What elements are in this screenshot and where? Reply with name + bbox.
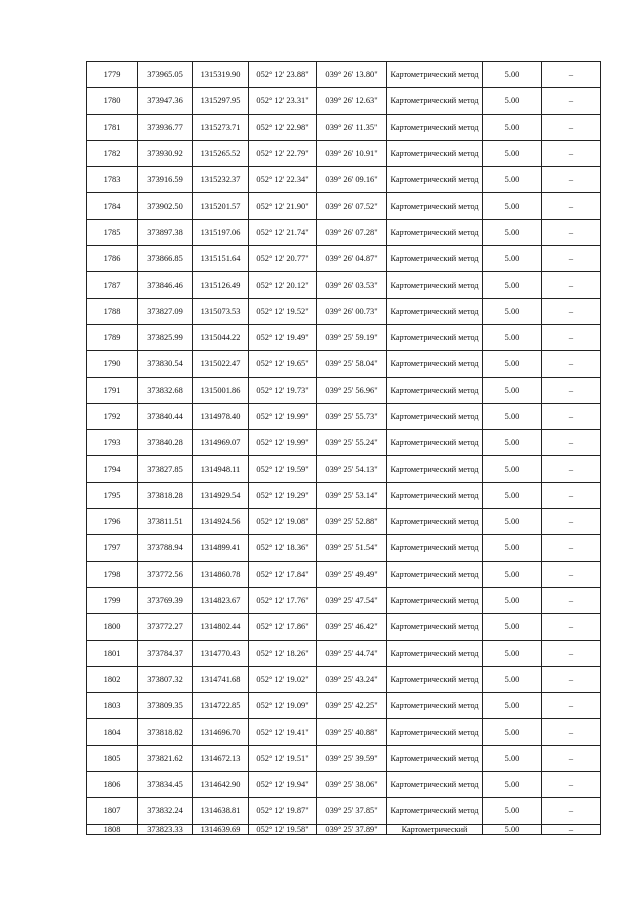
y-coordinate-cell: 1315126.49 xyxy=(193,272,249,298)
x-coordinate-cell: 373947.36 xyxy=(138,88,193,114)
method-cell: Картометрический метод xyxy=(387,88,483,114)
longitude-cell: 039° 26' 00.73" xyxy=(317,298,387,324)
latitude-cell: 052° 12' 19.99" xyxy=(249,430,317,456)
table-row xyxy=(87,272,601,298)
point-number-cell: 1796 xyxy=(87,509,138,535)
y-coordinate-cell: 1314672.13 xyxy=(193,745,249,771)
y-coordinate-cell: 1315273.71 xyxy=(193,114,249,140)
latitude-cell: 052° 12' 19.99" xyxy=(249,403,317,429)
table-row xyxy=(87,351,601,377)
latitude-cell: 052° 12' 18.36" xyxy=(249,535,317,561)
x-coordinate-cell: 373818.82 xyxy=(138,719,193,745)
longitude-cell: 039° 25' 46.42" xyxy=(317,614,387,640)
method-cell: Картометрический метод xyxy=(387,561,483,587)
note-cell: – xyxy=(542,193,601,219)
accuracy-cell: 5.00 xyxy=(483,824,542,834)
point-number-cell: 1802 xyxy=(87,666,138,692)
longitude-cell: 039° 25' 38.06" xyxy=(317,772,387,798)
y-coordinate-cell: 1314978.40 xyxy=(193,403,249,429)
accuracy-cell: 5.00 xyxy=(483,772,542,798)
accuracy-cell: 5.00 xyxy=(483,745,542,771)
table-row xyxy=(87,666,601,692)
accuracy-cell: 5.00 xyxy=(483,62,542,88)
accuracy-cell: 5.00 xyxy=(483,272,542,298)
longitude-cell: 039° 26' 04.87" xyxy=(317,246,387,272)
note-cell: – xyxy=(542,693,601,719)
method-cell: Картометрический метод xyxy=(387,640,483,666)
table-row xyxy=(87,456,601,482)
table-row xyxy=(87,88,601,114)
x-coordinate-cell: 373827.85 xyxy=(138,456,193,482)
method-cell: Картометрический метод xyxy=(387,272,483,298)
latitude-cell: 052° 12' 19.49" xyxy=(249,324,317,350)
note-cell: – xyxy=(542,114,601,140)
point-number-cell: 1793 xyxy=(87,430,138,456)
longitude-cell: 039° 25' 40.88" xyxy=(317,719,387,745)
accuracy-cell: 5.00 xyxy=(483,88,542,114)
y-coordinate-cell: 1315265.52 xyxy=(193,140,249,166)
y-coordinate-cell: 1314696.70 xyxy=(193,719,249,745)
note-cell: – xyxy=(542,403,601,429)
latitude-cell: 052° 12' 19.02" xyxy=(249,666,317,692)
latitude-cell: 052° 12' 19.52" xyxy=(249,298,317,324)
point-number-cell: 1808 xyxy=(87,824,138,834)
method-cell: Картометрический метод xyxy=(387,377,483,403)
table-row xyxy=(87,745,601,771)
method-cell: Картометрический метод xyxy=(387,798,483,824)
note-cell: – xyxy=(542,377,601,403)
point-number-cell: 1797 xyxy=(87,535,138,561)
table-row xyxy=(87,219,601,245)
y-coordinate-cell: 1314924.56 xyxy=(193,509,249,535)
x-coordinate-cell: 373832.24 xyxy=(138,798,193,824)
y-coordinate-cell: 1314802.44 xyxy=(193,614,249,640)
method-cell: Картометрический метод xyxy=(387,719,483,745)
accuracy-cell: 5.00 xyxy=(483,509,542,535)
note-cell: – xyxy=(542,719,601,745)
longitude-cell: 039° 26' 09.16" xyxy=(317,167,387,193)
accuracy-cell: 5.00 xyxy=(483,535,542,561)
longitude-cell: 039° 25' 42.25" xyxy=(317,693,387,719)
latitude-cell: 052° 12' 19.65" xyxy=(249,351,317,377)
table-row xyxy=(87,561,601,587)
point-number-cell: 1803 xyxy=(87,693,138,719)
x-coordinate-cell: 373807.32 xyxy=(138,666,193,692)
longitude-cell: 039° 25' 44.74" xyxy=(317,640,387,666)
x-coordinate-cell: 373784.37 xyxy=(138,640,193,666)
x-coordinate-cell: 373830.54 xyxy=(138,351,193,377)
accuracy-cell: 5.00 xyxy=(483,798,542,824)
table-row xyxy=(87,535,601,561)
note-cell: – xyxy=(542,587,601,613)
accuracy-cell: 5.00 xyxy=(483,614,542,640)
point-number-cell: 1786 xyxy=(87,246,138,272)
latitude-cell: 052° 12' 21.74" xyxy=(249,219,317,245)
accuracy-cell: 5.00 xyxy=(483,246,542,272)
accuracy-cell: 5.00 xyxy=(483,140,542,166)
x-coordinate-cell: 373821.62 xyxy=(138,745,193,771)
latitude-cell: 052° 12' 19.29" xyxy=(249,482,317,508)
note-cell: – xyxy=(542,798,601,824)
x-coordinate-cell: 373846.46 xyxy=(138,272,193,298)
x-coordinate-cell: 373834.45 xyxy=(138,772,193,798)
table-row xyxy=(87,719,601,745)
y-coordinate-cell: 1314770.43 xyxy=(193,640,249,666)
table-row xyxy=(87,798,601,824)
point-number-cell: 1785 xyxy=(87,219,138,245)
x-coordinate-cell: 373769.39 xyxy=(138,587,193,613)
point-number-cell: 1792 xyxy=(87,403,138,429)
accuracy-cell: 5.00 xyxy=(483,666,542,692)
latitude-cell: 052° 12' 22.34" xyxy=(249,167,317,193)
note-cell: – xyxy=(542,324,601,350)
x-coordinate-cell: 373930.92 xyxy=(138,140,193,166)
method-cell: Картометрический метод xyxy=(387,351,483,377)
accuracy-cell: 5.00 xyxy=(483,561,542,587)
y-coordinate-cell: 1314929.54 xyxy=(193,482,249,508)
point-number-cell: 1783 xyxy=(87,167,138,193)
longitude-cell: 039° 25' 53.14" xyxy=(317,482,387,508)
note-cell: – xyxy=(542,535,601,561)
latitude-cell: 052° 12' 22.79" xyxy=(249,140,317,166)
table-row xyxy=(87,640,601,666)
latitude-cell: 052° 12' 19.41" xyxy=(249,719,317,745)
note-cell: – xyxy=(542,298,601,324)
point-number-cell: 1782 xyxy=(87,140,138,166)
point-number-cell: 1795 xyxy=(87,482,138,508)
accuracy-cell: 5.00 xyxy=(483,377,542,403)
table-row xyxy=(87,824,601,834)
point-number-cell: 1799 xyxy=(87,587,138,613)
point-number-cell: 1800 xyxy=(87,614,138,640)
method-cell: Картометрический метод xyxy=(387,693,483,719)
point-number-cell: 1788 xyxy=(87,298,138,324)
note-cell: – xyxy=(542,456,601,482)
longitude-cell: 039° 25' 49.49" xyxy=(317,561,387,587)
latitude-cell: 052° 12' 22.98" xyxy=(249,114,317,140)
latitude-cell: 052° 12' 17.84" xyxy=(249,561,317,587)
note-cell: – xyxy=(542,745,601,771)
y-coordinate-cell: 1314722.85 xyxy=(193,693,249,719)
longitude-cell: 039° 25' 55.24" xyxy=(317,430,387,456)
y-coordinate-cell: 1315232.37 xyxy=(193,167,249,193)
x-coordinate-cell: 373772.27 xyxy=(138,614,193,640)
point-number-cell: 1801 xyxy=(87,640,138,666)
point-number-cell: 1791 xyxy=(87,377,138,403)
x-coordinate-cell: 373897.38 xyxy=(138,219,193,245)
point-number-cell: 1780 xyxy=(87,88,138,114)
method-cell: Картометрический метод xyxy=(387,745,483,771)
table-row xyxy=(87,140,601,166)
table-row xyxy=(87,114,601,140)
longitude-cell: 039° 26' 07.28" xyxy=(317,219,387,245)
latitude-cell: 052° 12' 19.94" xyxy=(249,772,317,798)
y-coordinate-cell: 1315151.64 xyxy=(193,246,249,272)
accuracy-cell: 5.00 xyxy=(483,587,542,613)
point-number-cell: 1784 xyxy=(87,193,138,219)
table-row xyxy=(87,324,601,350)
accuracy-cell: 5.00 xyxy=(483,456,542,482)
method-cell: Картометрический метод xyxy=(387,430,483,456)
longitude-cell: 039° 25' 58.04" xyxy=(317,351,387,377)
longitude-cell: 039° 25' 39.59" xyxy=(317,745,387,771)
point-number-cell: 1781 xyxy=(87,114,138,140)
x-coordinate-cell: 373840.44 xyxy=(138,403,193,429)
method-cell: Картометрический метод xyxy=(387,403,483,429)
y-coordinate-cell: 1314969.07 xyxy=(193,430,249,456)
method-cell: Картометрический метод xyxy=(387,509,483,535)
accuracy-cell: 5.00 xyxy=(483,351,542,377)
latitude-cell: 052° 12' 19.09" xyxy=(249,693,317,719)
point-number-cell: 1804 xyxy=(87,719,138,745)
latitude-cell: 052° 12' 23.88" xyxy=(249,62,317,88)
latitude-cell: 052° 12' 20.12" xyxy=(249,272,317,298)
y-coordinate-cell: 1314638.81 xyxy=(193,798,249,824)
x-coordinate-cell: 373936.77 xyxy=(138,114,193,140)
x-coordinate-cell: 373902.50 xyxy=(138,193,193,219)
table-row xyxy=(87,62,601,88)
x-coordinate-cell: 373823.33 xyxy=(138,824,193,834)
point-number-cell: 1806 xyxy=(87,772,138,798)
note-cell: – xyxy=(542,246,601,272)
y-coordinate-cell: 1314823.67 xyxy=(193,587,249,613)
x-coordinate-cell: 373832.68 xyxy=(138,377,193,403)
method-cell: Картометрический метод xyxy=(387,246,483,272)
latitude-cell: 052° 12' 19.87" xyxy=(249,798,317,824)
latitude-cell: 052° 12' 17.76" xyxy=(249,587,317,613)
longitude-cell: 039° 26' 13.80" xyxy=(317,62,387,88)
longitude-cell: 039° 26' 11.35" xyxy=(317,114,387,140)
accuracy-cell: 5.00 xyxy=(483,193,542,219)
method-cell: Картометрический метод xyxy=(387,772,483,798)
note-cell: – xyxy=(542,167,601,193)
latitude-cell: 052° 12' 23.31" xyxy=(249,88,317,114)
table-row xyxy=(87,193,601,219)
latitude-cell: 052° 12' 20.77" xyxy=(249,246,317,272)
note-cell: – xyxy=(542,351,601,377)
method-cell: Картометрический метод xyxy=(387,298,483,324)
longitude-cell: 039° 25' 37.85" xyxy=(317,798,387,824)
method-cell: Картометрический метод xyxy=(387,193,483,219)
table-row xyxy=(87,482,601,508)
note-cell: – xyxy=(542,561,601,587)
y-coordinate-cell: 1315022.47 xyxy=(193,351,249,377)
point-number-cell: 1794 xyxy=(87,456,138,482)
note-cell: – xyxy=(542,272,601,298)
latitude-cell: 052° 12' 18.26" xyxy=(249,640,317,666)
note-cell: – xyxy=(542,509,601,535)
longitude-cell: 039° 26' 07.52" xyxy=(317,193,387,219)
point-number-cell: 1789 xyxy=(87,324,138,350)
method-cell: Картометрический метод xyxy=(387,167,483,193)
x-coordinate-cell: 373916.59 xyxy=(138,167,193,193)
note-cell: – xyxy=(542,666,601,692)
method-cell: Картометрический метод xyxy=(387,114,483,140)
note-cell: – xyxy=(542,482,601,508)
accuracy-cell: 5.00 xyxy=(483,298,542,324)
note-cell: – xyxy=(542,219,601,245)
method-cell: Картометрический метод xyxy=(387,614,483,640)
longitude-cell: 039° 25' 55.73" xyxy=(317,403,387,429)
method-cell: Картометрический метод xyxy=(387,219,483,245)
longitude-cell: 039° 25' 43.24" xyxy=(317,666,387,692)
accuracy-cell: 5.00 xyxy=(483,114,542,140)
y-coordinate-cell: 1315201.57 xyxy=(193,193,249,219)
note-cell: – xyxy=(542,824,601,834)
table-body xyxy=(87,62,601,835)
longitude-cell: 039° 25' 56.96" xyxy=(317,377,387,403)
note-cell: – xyxy=(542,88,601,114)
table-row xyxy=(87,298,601,324)
latitude-cell: 052° 12' 19.58" xyxy=(249,824,317,834)
x-coordinate-cell: 373809.35 xyxy=(138,693,193,719)
x-coordinate-cell: 373827.09 xyxy=(138,298,193,324)
method-cell: Картометрический метод xyxy=(387,140,483,166)
method-cell: Картометрический метод xyxy=(387,666,483,692)
point-number-cell: 1805 xyxy=(87,745,138,771)
longitude-cell: 039° 25' 51.54" xyxy=(317,535,387,561)
table-row xyxy=(87,167,601,193)
point-number-cell: 1779 xyxy=(87,62,138,88)
latitude-cell: 052° 12' 19.59" xyxy=(249,456,317,482)
note-cell: – xyxy=(542,640,601,666)
y-coordinate-cell: 1315297.95 xyxy=(193,88,249,114)
y-coordinate-cell: 1315319.90 xyxy=(193,62,249,88)
x-coordinate-cell: 373788.94 xyxy=(138,535,193,561)
longitude-cell: 039° 26' 03.53" xyxy=(317,272,387,298)
x-coordinate-cell: 373818.28 xyxy=(138,482,193,508)
accuracy-cell: 5.00 xyxy=(483,640,542,666)
accuracy-cell: 5.00 xyxy=(483,482,542,508)
latitude-cell: 052° 12' 19.51" xyxy=(249,745,317,771)
method-cell: Картометрический метод xyxy=(387,62,483,88)
longitude-cell: 039° 25' 47.54" xyxy=(317,587,387,613)
point-number-cell: 1798 xyxy=(87,561,138,587)
x-coordinate-cell: 373965.05 xyxy=(138,62,193,88)
table-row xyxy=(87,246,601,272)
table-row xyxy=(87,772,601,798)
accuracy-cell: 5.00 xyxy=(483,219,542,245)
y-coordinate-cell: 1314948.11 xyxy=(193,456,249,482)
note-cell: – xyxy=(542,62,601,88)
accuracy-cell: 5.00 xyxy=(483,324,542,350)
latitude-cell: 052° 12' 19.08" xyxy=(249,509,317,535)
point-number-cell: 1790 xyxy=(87,351,138,377)
y-coordinate-cell: 1314741.68 xyxy=(193,666,249,692)
table-row xyxy=(87,430,601,456)
x-coordinate-cell: 373825.99 xyxy=(138,324,193,350)
table-row xyxy=(87,377,601,403)
note-cell: – xyxy=(542,140,601,166)
accuracy-cell: 5.00 xyxy=(483,719,542,745)
x-coordinate-cell: 373866.85 xyxy=(138,246,193,272)
method-cell: Картометрический метод xyxy=(387,587,483,613)
accuracy-cell: 5.00 xyxy=(483,403,542,429)
point-number-cell: 1787 xyxy=(87,272,138,298)
table-row xyxy=(87,693,601,719)
accuracy-cell: 5.00 xyxy=(483,693,542,719)
y-coordinate-cell: 1314639.69 xyxy=(193,824,249,834)
method-cell: Картометрический метод xyxy=(387,456,483,482)
y-coordinate-cell: 1314642.90 xyxy=(193,772,249,798)
method-cell: Картометрический метод xyxy=(387,324,483,350)
latitude-cell: 052° 12' 21.90" xyxy=(249,193,317,219)
note-cell: – xyxy=(542,614,601,640)
table-row xyxy=(87,403,601,429)
x-coordinate-cell: 373840.28 xyxy=(138,430,193,456)
x-coordinate-cell: 373772.56 xyxy=(138,561,193,587)
y-coordinate-cell: 1315001.86 xyxy=(193,377,249,403)
table-row xyxy=(87,509,601,535)
point-number-cell: 1807 xyxy=(87,798,138,824)
latitude-cell: 052° 12' 17.86" xyxy=(249,614,317,640)
accuracy-cell: 5.00 xyxy=(483,430,542,456)
y-coordinate-cell: 1314899.41 xyxy=(193,535,249,561)
method-cell: Картометрический метод xyxy=(387,482,483,508)
longitude-cell: 039° 25' 54.13" xyxy=(317,456,387,482)
longitude-cell: 039° 25' 52.88" xyxy=(317,509,387,535)
longitude-cell: 039° 25' 59.19" xyxy=(317,324,387,350)
x-coordinate-cell: 373811.51 xyxy=(138,509,193,535)
latitude-cell: 052° 12' 19.73" xyxy=(249,377,317,403)
note-cell: – xyxy=(542,430,601,456)
y-coordinate-cell: 1315044.22 xyxy=(193,324,249,350)
table-row xyxy=(87,587,601,613)
y-coordinate-cell: 1314860.78 xyxy=(193,561,249,587)
accuracy-cell: 5.00 xyxy=(483,167,542,193)
method-cell: Картометрический xyxy=(387,824,483,834)
y-coordinate-cell: 1315073.53 xyxy=(193,298,249,324)
table-row xyxy=(87,614,601,640)
longitude-cell: 039° 26' 12.63" xyxy=(317,88,387,114)
coordinates-table xyxy=(86,61,601,835)
longitude-cell: 039° 26' 10.91" xyxy=(317,140,387,166)
longitude-cell: 039° 25' 37.89" xyxy=(317,824,387,834)
note-cell: – xyxy=(542,772,601,798)
y-coordinate-cell: 1315197.06 xyxy=(193,219,249,245)
method-cell: Картометрический метод xyxy=(387,535,483,561)
